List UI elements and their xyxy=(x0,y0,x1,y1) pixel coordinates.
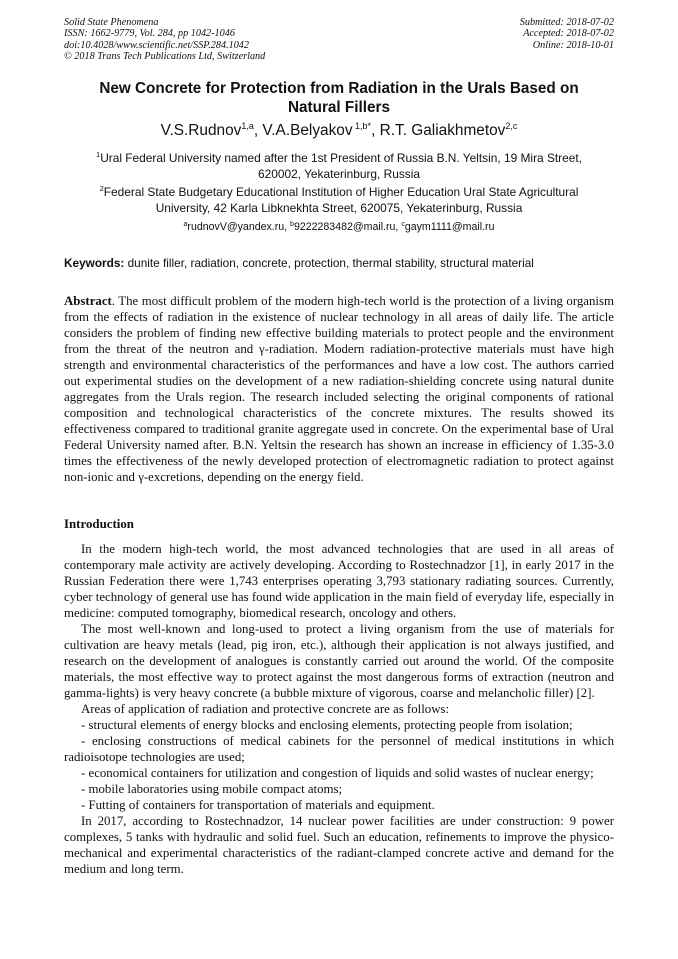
list-item: - Futting of containers for transportation of materials and equipment. xyxy=(81,798,435,812)
keywords-text: dunite filler, radiation, concrete, protection, thermal stability, structural material xyxy=(124,256,534,270)
affiliation-1 xyxy=(64,150,614,182)
list-item: - enclosing constructions of medical cabinets for the personnel of medical institutions in which radioisotope technologies are used; xyxy=(64,734,614,764)
email-sup: c xyxy=(401,221,405,228)
accepted-date: Accepted: 2018-07-02 xyxy=(523,28,614,40)
title-line-2: Natural Fillers xyxy=(287,98,390,116)
author-sep: , xyxy=(371,122,380,139)
keywords xyxy=(64,256,624,270)
list-item: - economical containers for utilization and congestion of liquids and solid wastes of nuclear energy; xyxy=(81,766,594,780)
aff-line: Ural Federal University named after the 1st President of Russia B.N. Yeltsin, 19 Mira Street, xyxy=(100,151,582,165)
aff-sup: 1 xyxy=(96,150,101,159)
aff-line: University, 42 Karla Libknekhta Street, 620075, Yekaterinburg, Russia xyxy=(155,201,523,215)
email-belyakov[interactable]: 9222283482@mail.ru, xyxy=(293,221,402,233)
journal-info xyxy=(64,17,265,63)
paragraph: The most well-known and long-used to protect a living organism from the use of materials for cultivation are heavy metals (lead, pig iron, etc.), although their application is not always justified, and research on the development of analogues is constantly carried out around the world. Of the composite materials, the most effective way to protect against the most dangerous forms of extraction (neutron and gamma-lights) is very heavy concrete (a bubble mixture of vigorous, coarse and melancholic filler) [2]. xyxy=(64,622,614,700)
author-name: V.A.Belyakov xyxy=(262,122,353,139)
author-sup: 1,b* xyxy=(352,121,372,131)
author-sup: 2,c xyxy=(505,121,518,131)
doi-link[interactable]: doi:10.4028/www.scientific.net/SSP.284.1042 xyxy=(64,39,249,51)
online-date: Online: 2018-10-01 xyxy=(532,39,614,51)
title-line-1: New Concrete for Protection from Radiation in the Urals Based on xyxy=(99,80,579,97)
affiliation-2 xyxy=(64,184,614,216)
paragraph: In the modern high-tech world, the most advanced technologies that are used in all areas of contemporary male activity are actively developing. According to Rostechnadzor [1], in early 2017 in the Russian Federation there were 1,743 enterprises operating 3,793 stationary radiating sources. Currently, cyber technology of general use has found wide application in the main field of everyday life, especially in medicine: computed tomography, biomedical research, oncology and others. xyxy=(64,542,614,620)
abstract xyxy=(64,293,614,485)
dates-info xyxy=(520,17,614,51)
email-sup: a xyxy=(183,221,188,228)
email-sup: b xyxy=(290,221,294,228)
journal-name: Solid State Phenomena xyxy=(64,17,159,28)
email-rudnov[interactable]: rudnovV@yandex.ru, xyxy=(187,221,291,233)
author-emails xyxy=(64,221,614,234)
author-sep: , xyxy=(253,122,263,139)
aff-line: 620002, Yekaterinburg, Russia xyxy=(258,167,420,181)
email-galiakhmetov[interactable]: gaym1111@mail.ru xyxy=(404,221,495,233)
paragraph: In 2017, according to Rostechnadzor, 14 nuclear power facilities are under construction: 9 power complexes, 5 tanks with hydraulic and solid fuel. Such an education, refinements to improve the physico-mechanical and experimental characteristics of the radiant-clamped concrete active and demand for the medium and long term. xyxy=(64,814,614,876)
list-item: - structural elements of energy blocks and enclosing elements, protecting people from isolation; xyxy=(81,718,573,732)
section-heading-introduction: Introduction xyxy=(64,517,134,531)
submitted-date: Submitted: 2018-07-02 xyxy=(519,17,614,28)
doi-line[interactable] xyxy=(64,40,265,51)
keywords-label: Keywords: xyxy=(64,256,125,270)
author-name: V.S.Rudnov xyxy=(160,122,242,139)
author-name: R.T. Galiakhmetov xyxy=(379,122,506,139)
author-sup: 1,a xyxy=(241,121,254,131)
paper-title xyxy=(64,80,614,117)
issn-line: ISSN: 1662-9779, Vol. 284, pp 1042-1046 xyxy=(64,28,235,40)
introduction-body xyxy=(64,541,614,877)
copyright-line: © 2018 Trans Tech Publications Ltd, Switzerland xyxy=(64,51,266,63)
paragraph: Areas of application of radiation and protective concrete are as follows: xyxy=(81,702,450,716)
aff-sup: 2 xyxy=(99,184,104,193)
list-item: - mobile laboratories using mobile compact atoms; xyxy=(81,782,343,796)
aff-line: Federal State Budgetary Educational Institution of Higher Education Ural State Agricultural xyxy=(103,185,579,199)
author-list xyxy=(64,122,614,140)
abstract-label: Abstract xyxy=(64,294,112,308)
abstract-text: . The most difficult problem of the modern high-tech world is the protection of a living organism from the effects of radiation in the existence of nuclear technology in all areas of daily life. The article considers the problem of finding new effective building materials to protect people and the environment from the threat of the neutron and γ-radiation. Modern radiation-protective materials must have high strength and environmental characteristics of the performances and have a low cost. The authors carried out experimental studies on the development of a new radiation-shielding concrete using natural dunite aggregates from the Urals region. The research included selecting the original components of rational composition and technological characteristics of the concrete mixtures. The results showed its effectiveness compared to traditional granite aggregate used in concrete. On the experimental base of Ural Federal University named after. B.N. Yeltsin the research has shown an increase in efficiency of 1.35-3.0 times the effectiveness of the newly developed protection of electromagnetic radiation to protect against non-ionic and γ-excretions, depending on the energy field. xyxy=(64,294,614,484)
